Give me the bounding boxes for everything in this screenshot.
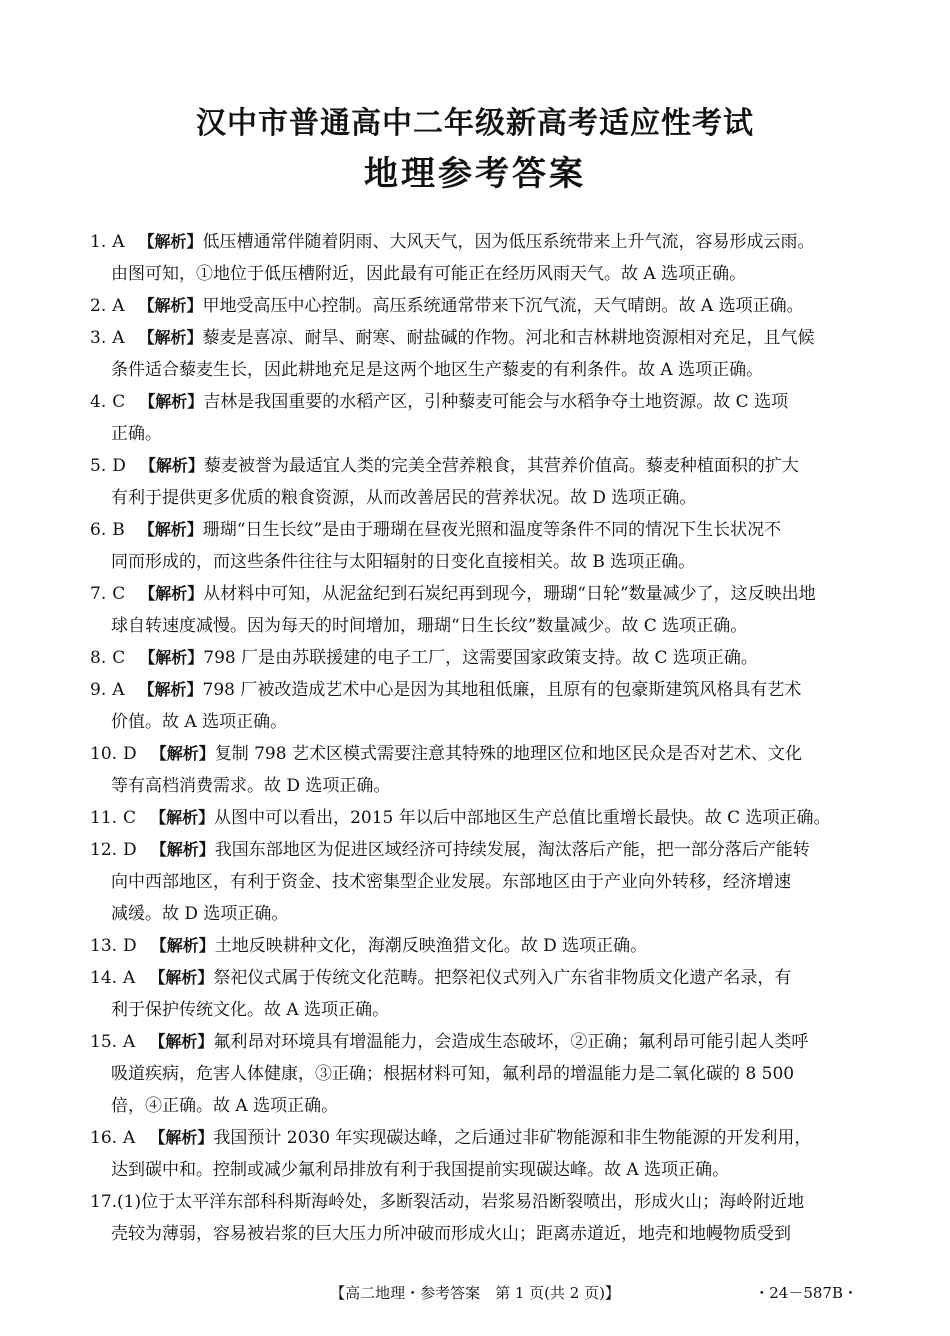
answer-letter: D — [112, 456, 126, 476]
answer-continuation: 有利于提供更多优质的粮食资源，从而改善居民的营养状况。故 D 选项正确。 — [111, 488, 697, 508]
question-number: 15. — [90, 1032, 118, 1052]
answer-letter: C — [123, 808, 137, 828]
answer-text: 甲地受高压中心控制。高压系统通常带来下沉气流，天气晴朗。故 A 选项正确。 — [202, 296, 804, 316]
answer-line — [90, 930, 865, 962]
question-number: 2. — [90, 296, 107, 316]
answer-letter: A — [112, 680, 125, 700]
answer-continuation: 等有高档消费需求。故 D 选项正确。 — [111, 776, 391, 796]
analysis-tag: 【解析】 — [138, 328, 203, 347]
answer-text: (1)位于太平洋东部科科斯海岭处，多断裂活动，岩浆易沿断裂喷出，形成火山；海岭附近地 — [117, 1192, 805, 1212]
answer-continuation: 由图可知，①地位于低压槽附近，因此最有可能正在经历风雨天气。故 A 选项正确。 — [111, 264, 747, 284]
analysis-tag: 【解析】 — [149, 968, 214, 987]
answer-letter: A — [123, 1032, 136, 1052]
footer-page-info: 【高二地理・参考答案 第 1 页(共 2 页)】 — [330, 1284, 620, 1302]
analysis-tag: 【解析】 — [150, 808, 215, 827]
answer-item — [90, 834, 865, 930]
answer-item — [90, 802, 865, 834]
answer-letter: A — [112, 232, 125, 252]
answer-text: 从图中可以看出，2015 年以后中部地区生产总值比重增长最快。故 C 选项正确。 — [214, 808, 831, 828]
answer-line — [90, 642, 865, 674]
analysis-tag: 【解析】 — [150, 840, 215, 859]
analysis-tag: 【解析】 — [149, 1032, 214, 1051]
answer-line — [90, 738, 865, 770]
answer-text: 我国东部地区为促进区域经济可持续发展，淘汰落后产能，把一部分落后产能转 — [214, 840, 810, 860]
analysis-tag: 【解析】 — [150, 744, 215, 763]
answer-text: 低压槽通常伴随着阴雨、大风天气，因为低压系统带来上升气流，容易形成云雨。 — [202, 232, 815, 252]
answer-line — [90, 1186, 865, 1218]
analysis-tag: 【解析】 — [138, 296, 203, 315]
answer-line — [90, 386, 865, 418]
question-number: 5. — [90, 456, 107, 476]
answer-item — [90, 1186, 865, 1250]
question-number: 17. — [90, 1192, 118, 1212]
analysis-tag: 【解析】 — [139, 584, 204, 603]
analysis-tag: 【解析】 — [150, 936, 215, 955]
answer-continuation: 价值。故 A 选项正确。 — [111, 712, 288, 732]
answer-letter: D — [123, 744, 137, 764]
question-number: 13. — [90, 936, 118, 956]
answer-item — [90, 1026, 865, 1122]
answer-text: 氟利昂对环境具有增温能力，会造成生态破坏，②正确；氟利昂可能引起人类呼 — [213, 1032, 809, 1052]
answer-letter: A — [123, 1128, 136, 1148]
analysis-tag: 【解析】 — [138, 520, 203, 539]
answer-continuation: 吸道疾病，危害人体健康，③正确；根据材料可知，氟利昂的增温能力是二氧化碳的 8 500 — [111, 1064, 795, 1084]
question-number: 6. — [90, 520, 107, 540]
answer-line — [90, 226, 865, 258]
page-subtitle: 地理参考答案 — [364, 154, 586, 194]
answer-continuation: 条件适合藜麦生长，因此耕地充足是这两个地区生产藜麦的有利条件。故 A 选项正确。 — [111, 360, 764, 380]
answer-continuation: 正确。 — [111, 424, 162, 444]
answer-item — [90, 674, 865, 738]
answer-item — [90, 930, 865, 962]
answer-item — [90, 450, 865, 514]
analysis-tag: 【解析】 — [138, 232, 203, 251]
answer-item — [90, 738, 865, 802]
question-number: 12. — [90, 840, 118, 860]
answer-line — [90, 962, 865, 994]
answer-letter: B — [112, 520, 125, 540]
answer-text: 798 厂被改造成艺术中心是因为其地租低廉，且原有的包豪斯建筑风格具有艺术 — [202, 680, 802, 700]
question-number: 16. — [90, 1128, 118, 1148]
answer-continuation: 减缓。故 D 选项正确。 — [111, 904, 289, 924]
question-number: 8. — [90, 648, 107, 668]
answer-item — [90, 386, 865, 450]
question-number: 1. — [90, 232, 107, 252]
answer-letter: D — [123, 840, 137, 860]
page-title: 汉中市普通高中二年级新高考适应性考试 — [196, 106, 754, 141]
answer-text: 复制 798 艺术区模式需要注意其特殊的地理区位和地区民众是否对艺术、文化 — [214, 744, 802, 764]
analysis-tag: 【解析】 — [138, 680, 203, 699]
analysis-tag: 【解析】 — [139, 392, 204, 411]
answer-line — [90, 514, 865, 546]
question-number: 9. — [90, 680, 107, 700]
question-number: 3. — [90, 328, 107, 348]
answer-line — [90, 578, 865, 610]
footer-code: ・24－587B・ — [754, 1284, 858, 1302]
answer-continuation: 利于保护传统文化。故 A 选项正确。 — [111, 1000, 390, 1020]
answer-letter: A — [123, 968, 136, 988]
answer-text: 藜麦被誉为最适宜人类的完美全营养粮食，其营养价值高。藜麦种植面积的扩大 — [203, 456, 799, 476]
analysis-tag: 【解析】 — [149, 1128, 214, 1147]
analysis-tag: 【解析】 — [139, 648, 204, 667]
answer-letter: C — [112, 648, 126, 668]
answer-line — [90, 674, 865, 706]
answer-line — [90, 802, 865, 834]
question-number: 7. — [90, 584, 107, 604]
answer-line — [90, 290, 865, 322]
answer-item — [90, 962, 865, 1026]
answer-text: 吉林是我国重要的水稻产区，引种藜麦可能会与水稻争夺土地资源。故 C 选项 — [203, 392, 789, 412]
answer-item — [90, 514, 865, 578]
answer-text: 藜麦是喜凉、耐旱、耐寒、耐盐碱的作物。河北和吉林耕地资源相对充足，且气候 — [202, 328, 815, 348]
answer-letter: D — [123, 936, 137, 956]
answer-text: 珊瑚“日生长纹”是由于珊瑚在昼夜光照和温度等条件不同的情况下生长状况不 — [202, 520, 782, 540]
answer-continuation: 同而形成的，而这些条件往往与太阳辐射的日变化直接相关。故 B 选项正确。 — [111, 552, 696, 572]
answer-item — [90, 578, 865, 642]
answer-text: 我国预计 2030 年实现碳达峰，之后通过非矿物能源和非生物能源的开发利用， — [213, 1128, 812, 1148]
answer-line — [90, 450, 865, 482]
answer-letter: A — [112, 328, 125, 348]
answer-text: 798 厂是由苏联援建的电子工厂，这需要国家政策支持。故 C 选项正确。 — [203, 648, 758, 668]
answer-line — [90, 1122, 865, 1154]
answer-text: 土地反映耕种文化，海潮反映渔猎文化。故 D 选项正确。 — [214, 936, 648, 956]
answer-text: 从材料中可知，从泥盆纪到石炭纪再到现今，珊瑚“日轮”数量减少了，这反映出地 — [203, 584, 816, 604]
answer-continuation: 倍，④正确。故 A 选项正确。 — [111, 1096, 339, 1116]
question-number: 14. — [90, 968, 118, 988]
answer-continuation: 壳较为薄弱，容易被岩浆的巨大压力所冲破而形成火山；距离赤道近，地壳和地幔物质受到 — [111, 1224, 791, 1244]
answer-continuation: 球自转速度减慢。因为每天的时间增加，珊瑚“日生长纹”数量减少。故 C 选项正确。 — [111, 616, 748, 636]
answer-line — [90, 1026, 865, 1058]
analysis-tag: 【解析】 — [139, 456, 204, 475]
answer-item — [90, 1122, 865, 1186]
answer-item — [90, 226, 865, 290]
answer-line — [90, 834, 865, 866]
answer-item — [90, 322, 865, 386]
answer-line — [90, 322, 865, 354]
answer-item — [90, 290, 865, 322]
question-number: 11. — [90, 808, 118, 828]
answer-continuation: 达到碳中和。控制或减少氟利昂排放有利于我国提前实现碳达峰。故 A 选项正确。 — [111, 1160, 730, 1180]
answer-continuation: 向中西部地区，有利于资金、技术密集型企业发展。东部地区由于产业向外转移，经济增速 — [111, 872, 791, 892]
answer-text: 祭祀仪式属于传统文化范畴。把祭祀仪式列入广东省非物质文化遗产名录，有 — [213, 968, 792, 988]
answer-letter: C — [112, 584, 126, 604]
answer-letter: C — [112, 392, 126, 412]
question-number: 10. — [90, 744, 118, 764]
answer-item — [90, 642, 865, 674]
question-number: 4. — [90, 392, 107, 412]
answer-letter: A — [112, 296, 125, 316]
